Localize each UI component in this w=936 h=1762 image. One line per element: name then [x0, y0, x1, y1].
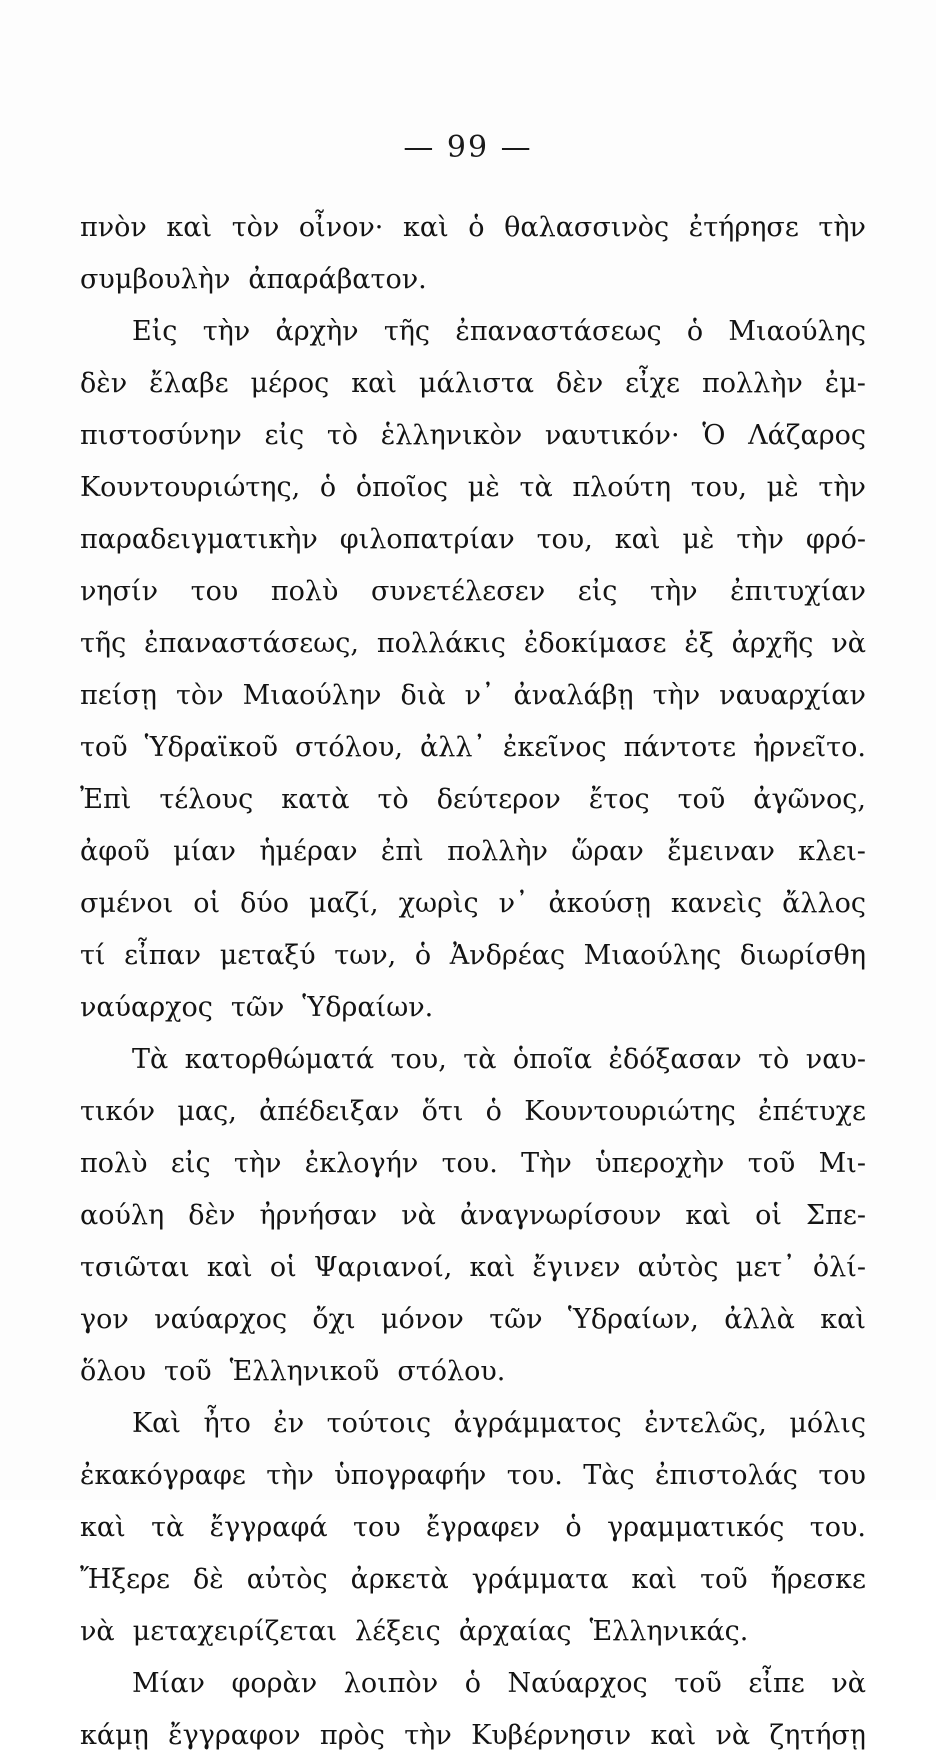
text-line	[80, 1294, 866, 1346]
word: τὰ	[463, 1044, 497, 1075]
word: λέξεις	[355, 1616, 441, 1647]
word: του	[818, 1460, 866, 1491]
word: Μιαούλης	[583, 940, 722, 971]
word: ἀγῶνος,	[753, 784, 866, 815]
word: Ἑλληνικάς.	[589, 1616, 749, 1647]
word: ἐντελῶς,	[644, 1408, 767, 1439]
page-number: — 99 —	[403, 130, 533, 165]
word: τὴν	[818, 472, 866, 503]
text-line	[80, 202, 866, 254]
word: Μίαν	[132, 1668, 205, 1699]
text-line	[80, 1450, 866, 1502]
word: ὁ	[319, 472, 337, 503]
word: Ὑδραϊκοῦ	[144, 732, 279, 763]
word: εἶπε	[748, 1668, 805, 1699]
word: τέλους	[159, 784, 254, 815]
word: τί	[80, 940, 106, 971]
word: ἦτο	[203, 1408, 251, 1439]
text-line	[80, 1554, 866, 1606]
word: μεταξύ	[219, 940, 316, 971]
word: δὲν	[188, 1200, 236, 1231]
word: Κυβέρνησιν	[471, 1720, 632, 1751]
text-line	[80, 1658, 866, 1710]
word: ναύαρχος	[80, 992, 213, 1023]
word: ὄχι	[312, 1304, 356, 1335]
word: ναυ-	[805, 1044, 866, 1075]
word: Κουντουριώτης	[524, 1096, 736, 1127]
word: φιλοπατρίαν	[339, 524, 515, 555]
word: ἔγραφεν	[426, 1512, 541, 1543]
word: ἀλλ᾽	[419, 732, 486, 763]
word: ὁ	[468, 212, 485, 243]
word: ἀπέδειξαν	[259, 1096, 400, 1127]
word: γον	[80, 1304, 129, 1335]
text-line	[80, 1346, 866, 1398]
text-line	[80, 306, 866, 358]
word: καὶ	[614, 524, 661, 555]
word: τὸν	[175, 680, 224, 711]
word: μίαν	[173, 836, 236, 867]
word: ἀπαράβατον.	[248, 264, 427, 295]
text-line	[80, 254, 866, 306]
word: ὁ	[414, 940, 432, 971]
word: χωρὶς	[398, 888, 479, 919]
word: νὰ	[831, 628, 866, 659]
word: του.	[809, 1512, 866, 1543]
word: τοῦ	[674, 1668, 722, 1699]
word: τὴν	[404, 1720, 452, 1751]
word: ἐκλογήν	[304, 1148, 419, 1179]
text-line	[80, 878, 866, 930]
text-line	[80, 930, 866, 982]
word: τούτοις	[326, 1408, 432, 1439]
word: Καὶ	[132, 1408, 181, 1439]
word: ἀναγνωρίσουν	[459, 1200, 662, 1231]
word: ἐπέτυχε	[758, 1096, 866, 1127]
word: διὰ	[400, 680, 446, 711]
word: μὲ	[467, 472, 500, 503]
word: πολὺ	[80, 1148, 148, 1179]
word: Ἤξερε	[80, 1564, 171, 1595]
word: εἶπαν	[124, 940, 202, 971]
word: οἱ	[269, 1252, 297, 1283]
word: σμένοι	[80, 888, 174, 919]
word: Σπε-	[806, 1200, 866, 1231]
word: τὴν	[202, 316, 251, 347]
word: τὸ	[326, 420, 359, 451]
word: καὶ	[469, 1252, 516, 1283]
text-line	[80, 1502, 866, 1554]
word: μόλις	[789, 1408, 866, 1439]
word: τὸ	[758, 1044, 790, 1075]
word: καὶ	[631, 1564, 678, 1595]
word: ἔλαβε	[149, 368, 229, 399]
word: ὁ	[464, 1668, 481, 1699]
word: νὰ	[401, 1200, 436, 1231]
word: καὶ	[820, 1304, 866, 1335]
word: ἑλληνικὸν	[380, 420, 523, 451]
word: ἤρεσκε	[770, 1564, 866, 1595]
word: ὅτι	[421, 1096, 464, 1127]
word: φρό-	[805, 524, 866, 555]
text-line	[80, 1710, 866, 1762]
word: ἐξ	[684, 628, 714, 659]
word: ἔμειναν	[667, 836, 775, 867]
word: ν᾽	[464, 680, 495, 711]
word: ἐκακόγραφε	[80, 1460, 246, 1491]
word: ὑπογραφήν	[334, 1460, 487, 1491]
word: αούλη	[80, 1200, 165, 1231]
word: τὴν	[233, 1148, 282, 1179]
word: Τὰς	[583, 1460, 635, 1491]
word: οἱ	[755, 1200, 782, 1231]
text-line	[80, 1606, 866, 1658]
text-line	[80, 1034, 866, 1086]
word: του,	[390, 1044, 447, 1075]
word: ἔγγραφά	[209, 1512, 328, 1543]
word: ἐτήρησε	[688, 212, 799, 243]
word: εἶχε	[625, 368, 681, 399]
word: πολλὴν	[447, 836, 548, 867]
text-line	[80, 462, 866, 514]
word: κατορθώματά	[184, 1044, 375, 1075]
word: τὴν	[652, 680, 701, 711]
word: Ναύαρχος	[507, 1668, 648, 1699]
text-line	[80, 982, 866, 1034]
word: καὶ	[402, 212, 449, 243]
word: ὁ	[565, 1512, 582, 1543]
word: ἔγγραφον	[168, 1720, 301, 1751]
word: δὲ	[192, 1564, 224, 1595]
word: μέρος	[250, 368, 330, 399]
text-line	[80, 410, 866, 462]
word: Ὁ	[702, 420, 726, 451]
word: φορὰν	[231, 1668, 318, 1699]
word: τικόν	[80, 1096, 156, 1127]
word: Μι-	[818, 1148, 866, 1179]
text-line	[80, 1242, 866, 1294]
word: Κουντουριώτης,	[80, 472, 301, 503]
word: πλούτη	[572, 472, 672, 503]
word: ἐπιστολάς	[655, 1460, 798, 1491]
text-line	[80, 1138, 866, 1190]
word: γραμματικός	[607, 1512, 785, 1543]
word: τοῦ	[677, 784, 726, 815]
word: πιστοσύνην	[80, 420, 242, 451]
word: ἡμέραν	[259, 836, 358, 867]
word: ἐπιτυχίαν	[730, 576, 866, 607]
text-line	[80, 358, 866, 410]
word: ὀλί-	[812, 1252, 866, 1283]
word: μάλιστα	[418, 368, 535, 399]
word: δὲν	[555, 368, 604, 399]
word: κατὰ	[281, 784, 350, 815]
word: ὁποῖος	[355, 472, 449, 503]
word: του	[353, 1512, 401, 1543]
word: πνὸν	[80, 212, 147, 243]
word: ἠρνήσαν	[259, 1200, 378, 1231]
word: μας,	[177, 1096, 237, 1127]
word: ἀρχαίας	[458, 1616, 572, 1647]
text-line	[80, 826, 866, 878]
word: πείσῃ	[80, 680, 157, 711]
word: ὑπεροχὴν	[595, 1148, 725, 1179]
word: ὅλου	[80, 1356, 147, 1387]
text-line	[80, 1398, 866, 1450]
word: τοῦ	[164, 1356, 212, 1387]
word: αὐτὸς	[246, 1564, 328, 1595]
word: εἰς	[577, 576, 618, 607]
word: Ὑδραίων,	[567, 1304, 699, 1335]
word: ναύαρχος	[154, 1304, 288, 1335]
word: του.	[441, 1148, 498, 1179]
word: του	[190, 576, 239, 607]
word: οἶνον·	[298, 212, 384, 243]
word: τὴν	[818, 212, 866, 243]
word: Τὴν	[521, 1148, 572, 1179]
word: κλει-	[798, 836, 866, 867]
word: πολλὴν	[701, 368, 803, 399]
text-line	[80, 722, 866, 774]
word: Λάζαρος	[748, 420, 866, 451]
word: ὁποῖα	[512, 1044, 592, 1075]
word: πολὺ	[270, 576, 339, 607]
text-line	[80, 1086, 866, 1138]
word: τῆς	[80, 628, 127, 659]
word: καὶ	[650, 1720, 697, 1751]
word: εἰς	[264, 420, 305, 451]
word: παραδειγματικὴν	[80, 524, 318, 555]
word: ἐν	[273, 1408, 305, 1439]
word: τῶν	[230, 992, 285, 1023]
word: ἀρχῆς	[731, 628, 814, 659]
word: ἐπαναστάσεως	[455, 316, 662, 347]
word: Ἐπὶ	[80, 784, 132, 815]
word: ἐμ-	[824, 368, 866, 399]
word: ἔτος	[588, 784, 650, 815]
word: λοιπὸν	[343, 1668, 439, 1699]
word: τὸ	[377, 784, 409, 815]
body-text	[80, 202, 866, 1762]
word: ἀκούσῃ	[548, 888, 651, 919]
word: νὰ	[831, 1668, 866, 1699]
word: ἄλλος	[782, 888, 866, 919]
word: μεταχειρίζεται	[132, 1616, 338, 1647]
word: δύο	[240, 888, 290, 919]
word: ὁ	[485, 1096, 502, 1127]
word: μαζί,	[309, 888, 379, 919]
word: ἐκεῖνος	[502, 732, 607, 763]
word: δεύτερον	[436, 784, 561, 815]
word: γράμματα	[471, 1564, 609, 1595]
word: διωρίσθη	[739, 940, 866, 971]
word: Εἰς	[132, 316, 178, 347]
word: τὰ	[151, 1512, 185, 1543]
word: ἀναλάβῃ	[513, 680, 634, 711]
word: οἱ	[193, 888, 221, 919]
word: νὰ	[80, 1616, 115, 1647]
word: καὶ	[685, 1200, 732, 1231]
text-line	[80, 514, 866, 566]
word: Ὑδραίων.	[302, 992, 434, 1023]
word: καὶ	[80, 1512, 126, 1543]
word: ἐπαναστάσεως,	[144, 628, 359, 659]
word: ἀλλὰ	[724, 1304, 795, 1335]
word: συνετέλεσεν	[371, 576, 546, 607]
word: εἰς	[170, 1148, 211, 1179]
word: πρὸς	[319, 1720, 385, 1751]
word: τσιῶται	[80, 1252, 190, 1283]
word: τῆς	[383, 316, 431, 347]
text-line	[80, 774, 866, 826]
word: του,	[536, 524, 593, 555]
word: ἐδοκίμασε	[523, 628, 667, 659]
word: μὲ	[766, 472, 799, 503]
word: Ἑλληνικοῦ	[229, 1356, 380, 1387]
word: των,	[334, 940, 397, 971]
word: τὴν	[650, 576, 698, 607]
word: μόνον	[380, 1304, 464, 1335]
word: τὸν	[231, 212, 280, 243]
word: συμβουλὴν	[80, 264, 231, 295]
word: ἐδόξασαν	[608, 1044, 742, 1075]
word: μὲ	[682, 524, 715, 555]
word: ἐπὶ	[380, 836, 424, 867]
word: τῶν	[489, 1304, 543, 1335]
word: του.	[506, 1460, 563, 1491]
word: κανεὶς	[670, 888, 763, 919]
word: του,	[690, 472, 747, 503]
word: τοῦ	[80, 732, 128, 763]
word: κάμῃ	[80, 1720, 149, 1751]
word: μετ᾽	[735, 1252, 796, 1283]
word: καὶ	[166, 212, 213, 243]
word: Ψαριανοί,	[313, 1252, 453, 1283]
word: νὰ	[715, 1720, 751, 1751]
word: Τὰ	[132, 1044, 169, 1075]
text-line	[80, 618, 866, 670]
word: ἀγράμματος	[453, 1408, 622, 1439]
word: θαλασσινὸς	[504, 212, 670, 243]
word: ν᾽	[498, 888, 529, 919]
word: ἀρχὴν	[275, 316, 359, 347]
word: τὴν	[266, 1460, 314, 1491]
word: ἔγινεν	[532, 1252, 621, 1283]
word: τοῦ	[700, 1564, 748, 1595]
word: Μιαούλην	[242, 680, 382, 711]
word: δὲν	[80, 368, 128, 399]
word: ζητήσῃ	[769, 1720, 866, 1751]
word: ἀρκετὰ	[350, 1564, 449, 1595]
word: ἠρνεῖτο.	[753, 732, 866, 763]
word: αὐτὸς	[637, 1252, 719, 1283]
word: τοῦ	[747, 1148, 796, 1179]
word: ἀφοῦ	[80, 836, 150, 867]
word: καὶ	[206, 1252, 253, 1283]
word: πάντοτε	[623, 732, 737, 763]
text-line	[80, 1190, 866, 1242]
text-line	[80, 670, 866, 722]
word: στόλου.	[397, 1356, 506, 1387]
word: τὰ	[519, 472, 553, 503]
word: Μιαούλης	[728, 316, 866, 347]
word: Ἀνδρέας	[449, 940, 566, 971]
word: ὁ	[686, 316, 704, 347]
word: ναυαρχίαν	[719, 680, 866, 711]
word: τὴν	[736, 524, 784, 555]
word: ναυτικόν·	[544, 420, 680, 451]
word: νησίν	[80, 576, 159, 607]
word: καὶ	[351, 368, 397, 399]
text-line	[80, 566, 866, 618]
word: στόλου,	[295, 732, 404, 763]
word: ὥραν	[571, 836, 644, 867]
word: πολλάκις	[376, 628, 506, 659]
